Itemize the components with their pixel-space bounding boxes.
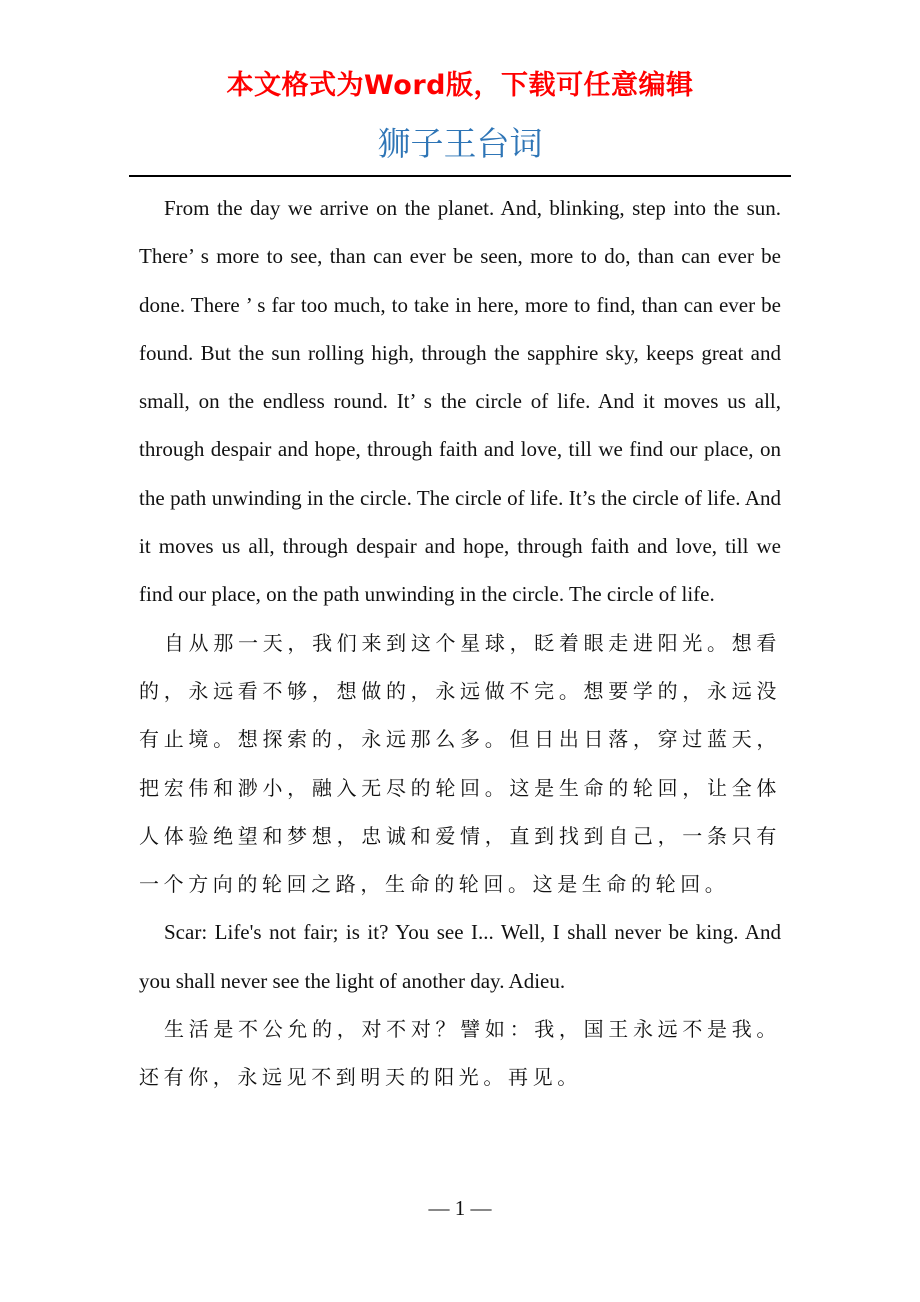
paragraph-circle-of-life-cn: 自从那一天，我们来到这个星球，眨着眼走进阳光。想看的，永远看不够，想做的，永远做不完。想要学的，永远没有止境。想探索的，永远那么多。但日出日落，穿过蓝天，把宏伟和渺小，融入无尽的轮回。这是生命的轮回，让全体人体验绝望和梦想，忠诚和爱情，直到找到自己，一条只有一个方向的轮回之路，生命的轮回。这是生命的轮回。 xyxy=(139,630,781,897)
page-title: 狮子王台词 xyxy=(377,124,543,163)
paragraph-circle-of-life-en: From the day we arrive on the planet. And, blinking, step into the sun. There’ s more to see, than can ever be seen, more to do, than can ever be done. There ’ s far too much, to take in here, more to find, than can ever be found. But the sun rolling high, through the sapphire sky, keeps great and small, on the endless round. It’ s the circle of life. And it moves us all, through despair and hope, through faith and love, till we find our place, on the path unwinding in the circle. The circle of life. It’s the circle of life. And it moves us all, through despair and hope, through faith and love, till we find our place, on the path unwinding in the circle. The circle of life. xyxy=(139,196,781,607)
paragraph-scar-cn: 生活是不公允的，对不对？譬如：我，国王永远不是我。还有你，永远见不到明天的阳光。再见。 xyxy=(139,1017,781,1090)
document-body xyxy=(139,184,781,1102)
editable-format-banner: 本文格式为Word版，下载可任意编辑 xyxy=(226,70,694,101)
page-number: — 1 — xyxy=(428,1196,492,1220)
title-divider xyxy=(129,175,791,177)
paragraph-scar-en: Scar: Life's not fair; is it? You see I... Well, I shall never be king. And you shall never see the light of another day. Adieu. xyxy=(139,920,781,993)
